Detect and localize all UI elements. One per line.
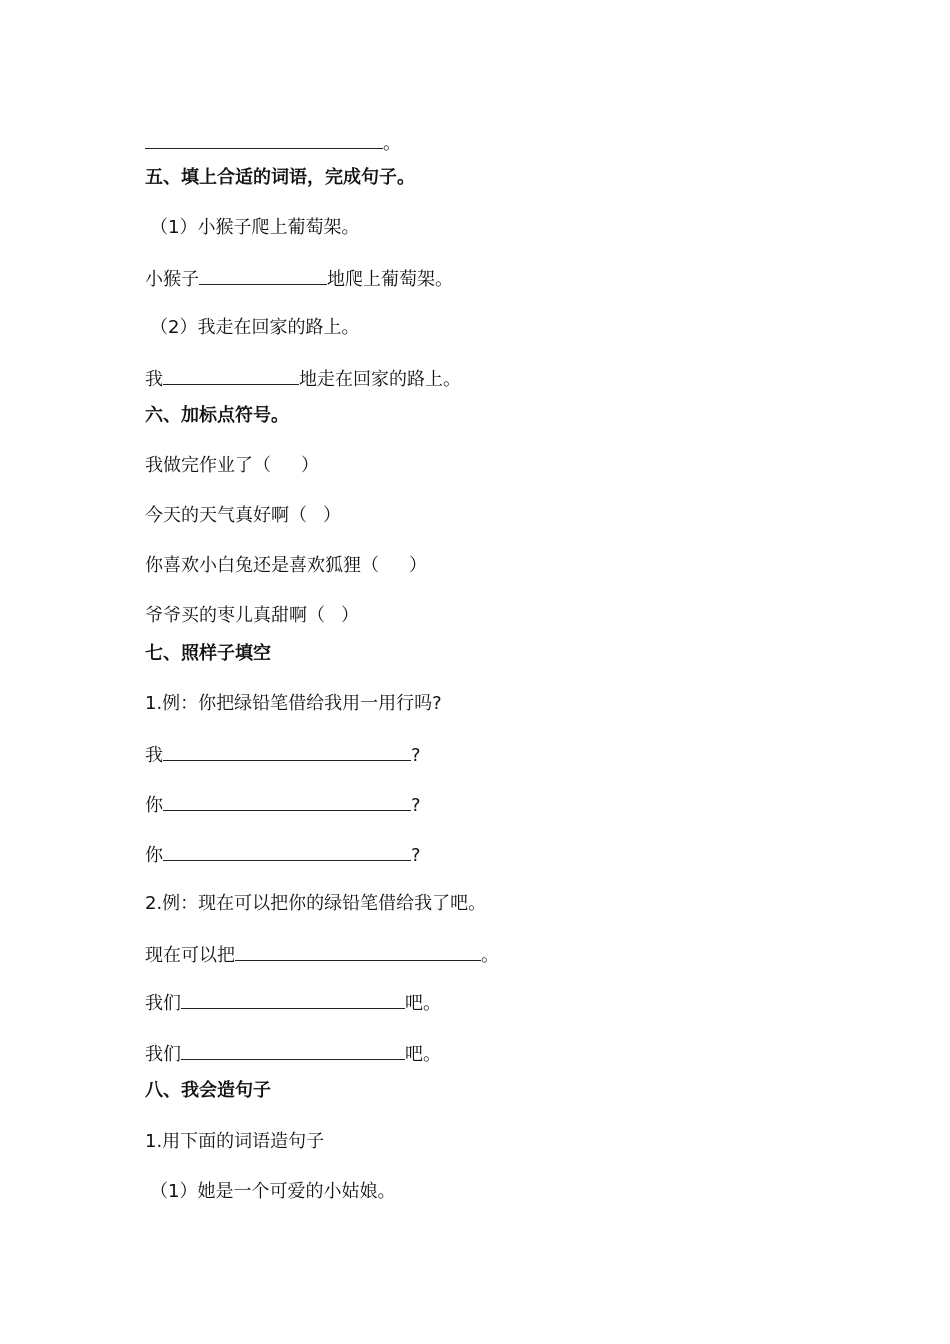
punctuation-item: 今天的天气真好啊（ ） [145, 505, 341, 526]
answer-blank[interactable] [145, 130, 383, 149]
answer-blank[interactable] [181, 990, 405, 1009]
section-5-title: 五、填上合适的词语，完成句子。 [145, 167, 415, 188]
punctuation-item: 爷爷买的枣儿真甜啊（ ） [145, 605, 359, 626]
answer-blank[interactable] [181, 1041, 405, 1060]
previous-answer-line: 。 [145, 130, 401, 156]
section-7-title: 七、照样子填空 [145, 643, 271, 664]
answer-blank[interactable] [163, 742, 411, 761]
section-5-q1-label: （1）小猴子爬上葡萄架。 [150, 217, 360, 238]
section-7-ex2-line: 我们 吧。 [145, 1041, 441, 1067]
section-7-ex1-line: 我 ? [145, 742, 421, 768]
punctuation-item: 我做完作业了（ ） [145, 455, 319, 476]
answer-blank[interactable] [163, 842, 411, 861]
section-6-title: 六、加标点符号。 [145, 405, 289, 426]
section-8-title: 八、我会造句子 [145, 1080, 271, 1101]
section-8-q1: （1）她是一个可爱的小姑娘。 [150, 1181, 396, 1202]
section-7-ex2-line: 现在可以把 。 [145, 942, 499, 968]
section-7-example-2: 2.例：现在可以把你的绿铅笔借给我了吧。 [145, 893, 487, 914]
section-5-q2-answer: 我 地走在回家的路上。 [145, 366, 461, 392]
answer-blank[interactable] [163, 366, 299, 385]
section-5-q2-label: （2）我走在回家的路上。 [150, 317, 360, 338]
section-7-ex1-line: 你 ? [145, 792, 421, 818]
punctuation-item: 你喜欢小白兔还是喜欢狐狸（ ） [145, 555, 427, 576]
section-7-ex2-line: 我们 吧。 [145, 990, 441, 1016]
answer-blank[interactable] [235, 942, 481, 961]
answer-blank[interactable] [199, 266, 327, 285]
answer-blank[interactable] [163, 792, 411, 811]
section-7-example-1: 1.例：你把绿铅笔借给我用一用行吗? [145, 693, 442, 714]
section-8-subtitle: 1.用下面的词语造句子 [145, 1131, 325, 1152]
section-7-ex1-line: 你 ? [145, 842, 421, 868]
section-5-q1-answer: 小猴子 地爬上葡萄架。 [145, 266, 453, 292]
